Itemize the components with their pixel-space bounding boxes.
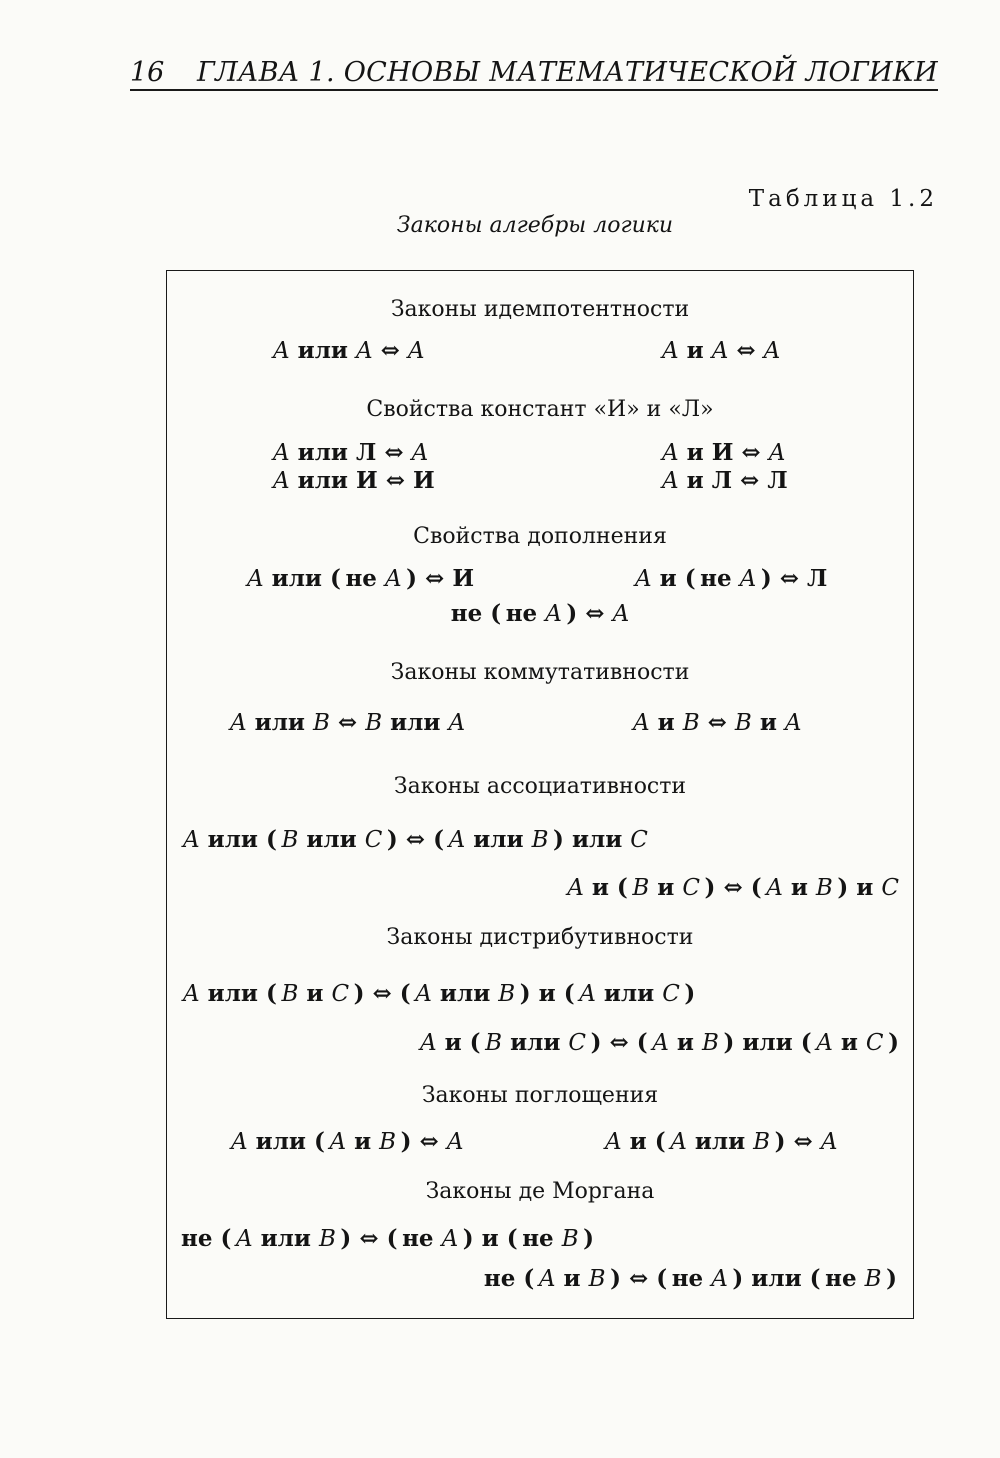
section-title: Законы дистрибутивности: [386, 925, 694, 950]
formula: A и ( A или B ) ⇔ A: [605, 1128, 838, 1155]
page-number: 16: [130, 57, 165, 88]
section-title: Законы идемпотентности: [390, 297, 690, 322]
section-title: Законы коммутативности: [390, 660, 690, 685]
section-title: Свойства дополнения: [413, 524, 667, 549]
formula: A или ( A и B ) ⇔ A: [231, 1128, 464, 1155]
formula: A или ( B и C ) ⇔ ( A или B ) и ( A или C ): [183, 980, 696, 1007]
chapter-title: ГЛАВА 1. ОСНОВЫ МАТЕМАТИЧЕСКОЙ ЛОГИКИ: [196, 57, 938, 88]
formula: A или ( не A ) ⇔ И: [247, 565, 475, 592]
formula: A и И ⇔ A: [662, 439, 786, 466]
section-title: Свойства констант «И» и «Л»: [366, 397, 714, 422]
section-title: Законы де Моргана: [425, 1179, 655, 1204]
header-rule: [130, 89, 938, 91]
table-title: Законы алгебры логики: [396, 213, 674, 238]
formula: A или B ⇔ B или A: [230, 709, 466, 736]
formula: A и ( B и C ) ⇔ ( A и B ) и C: [567, 874, 899, 901]
formula: A и B ⇔ B и A: [633, 709, 802, 736]
formula: A или A ⇔ A: [273, 337, 425, 364]
formula: A и Л ⇔ Л: [662, 467, 788, 494]
formula: не ( не A ) ⇔ A: [450, 600, 630, 627]
laws-table: [166, 270, 914, 1319]
formula: не ( A или B ) ⇔ ( не A ) и ( не B ): [181, 1225, 595, 1252]
formula: A и A ⇔ A: [662, 337, 781, 364]
formula: A или ( B или C ) ⇔ ( A или B ) или C: [183, 826, 648, 853]
formula: A и ( не A ) ⇔ Л: [635, 565, 828, 592]
formula: не ( A и B ) ⇔ ( не A ) или ( не B ): [483, 1265, 897, 1292]
section-title: Законы ассоциативности: [393, 774, 687, 799]
formula: A или И ⇔ И: [273, 467, 435, 494]
formula: A и ( B или C ) ⇔ ( A и B ) или ( A и C ): [419, 1029, 899, 1056]
table-label: Таблица 1.2: [748, 186, 938, 212]
formula: A или Л ⇔ A: [273, 439, 429, 466]
section-title: Законы поглощения: [421, 1083, 659, 1108]
